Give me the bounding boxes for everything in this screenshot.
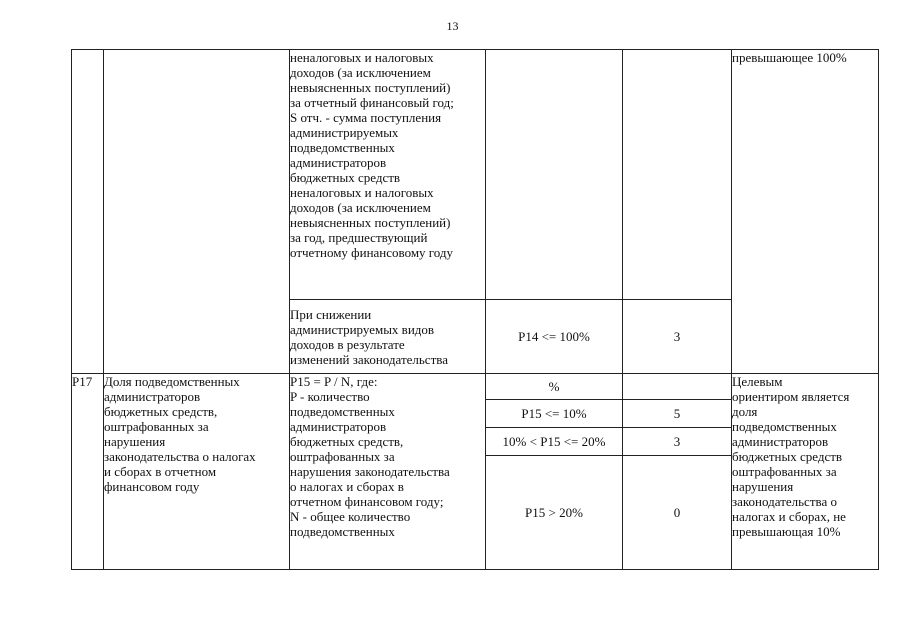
text-line: подведомственных (732, 419, 837, 434)
text-line: неналоговых и налоговых (290, 185, 434, 200)
condition-value: P15 > 20% (486, 456, 623, 570)
text-line: отчетному финансовому году (290, 245, 454, 260)
text-line: бюджетных средств, (290, 434, 404, 449)
text-line: превышающая 10% (732, 524, 841, 539)
code-cell-continued (72, 50, 104, 374)
value-condition: P14 <= 100% (486, 300, 623, 374)
score-value: 0 (623, 456, 732, 570)
unit-score-empty (623, 374, 732, 400)
text-line: подведомственных (290, 524, 395, 539)
text-line: финансовом году (104, 479, 200, 494)
text-line: подведомственных (290, 404, 395, 419)
condition-cell (290, 300, 486, 374)
text-line: изменений законодательства (290, 351, 448, 367)
text-line: P15 = P / N, где: (290, 374, 378, 389)
text-line: отчетном финансовом году; (290, 494, 444, 509)
page-number: 13 (446, 19, 459, 33)
text-line: оштрафованных за (290, 449, 395, 464)
text-line: налогах и сборах, не (732, 509, 846, 524)
target-cell-continued (732, 50, 879, 374)
text-line: администраторов (104, 389, 201, 404)
text-line: нарушения законодательства (290, 464, 450, 479)
name-cell-continued (104, 50, 290, 374)
score-value: 3 (623, 428, 732, 456)
score-value: 3 (623, 300, 732, 374)
text-line: ориентиром является (732, 389, 850, 404)
text-line: доходов (за исключением (290, 65, 431, 80)
target-tail: превышающее 100% (732, 50, 847, 65)
formula-definition (290, 50, 486, 300)
text-line: подведомственных (290, 140, 395, 155)
text-line: законодательства о налогах (104, 449, 256, 464)
condition-value: 10% < P15 <= 20% (486, 428, 623, 456)
text-line: бюджетных средств (732, 449, 843, 464)
text-line: о налогах и сборах в (290, 479, 404, 494)
text-line: законодательства о (732, 494, 837, 509)
text-line: за отчетный финансовый год; (290, 95, 454, 110)
text-line: администраторов (290, 155, 387, 170)
text-line: неналоговых и налоговых (290, 50, 434, 65)
text-line: Доля подведомственных (104, 374, 240, 389)
text-line: администрируемых (290, 125, 399, 140)
text-line: доходов (за исключением (290, 200, 431, 215)
score-value: 5 (623, 400, 732, 428)
text-line: нарушения (104, 434, 166, 449)
target-description (732, 374, 879, 570)
text-line: за год, предшествующий (290, 230, 428, 245)
text-line: Целевым (732, 374, 783, 389)
indicator-code: P17 (72, 374, 104, 570)
text-line: бюджетных средств (290, 170, 401, 185)
condition-value: P15 <= 10% (486, 400, 623, 428)
text-line: P - количество (290, 389, 370, 404)
text-line: администраторов (732, 434, 829, 449)
text-line: оштрафованных за (732, 464, 837, 479)
text-line: невыясненных поступлений) (290, 80, 451, 95)
text-line: S отч. - сумма поступления (290, 110, 442, 125)
text-line: доходов в результате (290, 336, 405, 352)
text-line: администрируемых видов (290, 321, 435, 337)
text-line: нарушения (732, 479, 794, 494)
text-line: и сборах в отчетном (104, 464, 217, 479)
text-line: доля (732, 404, 758, 419)
text-line: N - общее количество (290, 509, 411, 524)
indicator-table (71, 49, 879, 570)
indicator-formula (290, 374, 486, 570)
indicator-name (104, 374, 290, 570)
unit-cell: % (486, 374, 623, 400)
text-line: невыясненных поступлений) (290, 215, 451, 230)
text-line: администраторов (290, 419, 387, 434)
score-cell-empty (623, 50, 732, 300)
text-line: бюджетных средств, (104, 404, 218, 419)
text-line: При снижении (290, 306, 372, 322)
text-line: оштрафованных за (104, 419, 209, 434)
value-cell-empty (486, 50, 623, 300)
